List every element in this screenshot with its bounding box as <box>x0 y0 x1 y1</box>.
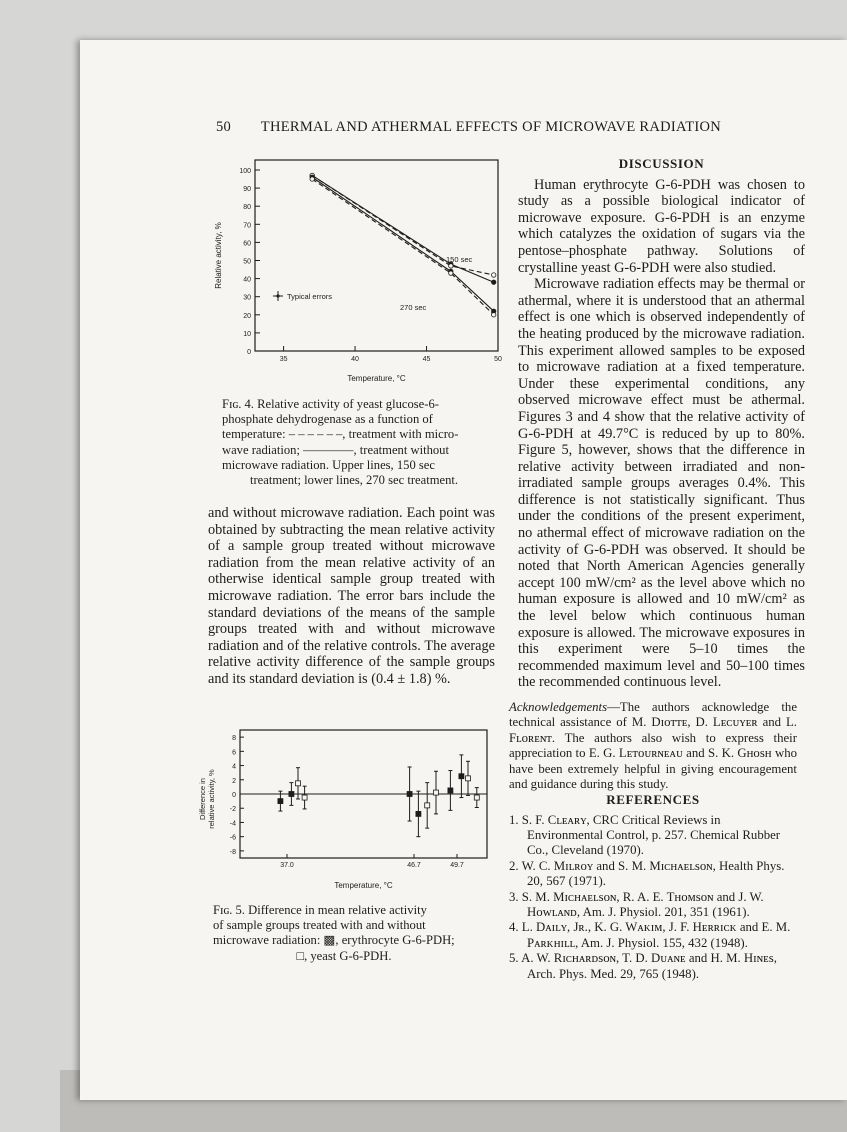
acknowledgements <box>509 700 797 792</box>
right-column-text <box>518 156 805 691</box>
y-tick-label: 2 <box>232 777 236 785</box>
series-line <box>312 175 494 282</box>
x-tick-label: 46.7 <box>407 862 421 869</box>
y-tick-label: 30 <box>243 294 251 302</box>
x-tick-label: 49.7 <box>450 862 464 869</box>
x-axis-label: Temperature, °C <box>347 374 406 383</box>
caption-line: wave radiation; ————, treatment without <box>222 442 449 457</box>
caption-line: treatment; lower lines, 270 sec treatment. <box>249 473 459 488</box>
data-point <box>492 273 496 277</box>
data-point <box>449 271 453 275</box>
reference-item: 3. S. M. Mɪᴄʜᴀᴇʟsᴏɴ, R. A. E. Tʜᴏᴍsᴏɴ and J. W. Hᴏᴡʟᴀɴᴅ, Am. J. Physiol. 201, 351 (1961). <box>509 889 764 920</box>
data-point <box>492 280 496 284</box>
x-tick-label: 35 <box>279 356 288 363</box>
acknowledgements-label: Acknowledgements <box>509 700 608 714</box>
left-column-text <box>208 505 495 688</box>
yeast-point <box>425 803 430 808</box>
data-point <box>310 177 314 181</box>
reference-item: 5. A. W. Rɪᴄʜᴀʀᴅsᴏɴ, T. D. Dᴜᴀɴᴇ and H. M. Hɪɴᴇs, Arch. Phys. Med. 29, 765 (1948). <box>509 951 777 981</box>
yeast-point <box>302 795 307 800</box>
erythrocyte-point <box>407 792 412 797</box>
yeast-point <box>434 790 439 795</box>
y-tick-label: 0 <box>232 792 236 799</box>
caption-line: microwave radiation: ▩, erythrocyte G-6-PDH; <box>213 933 455 948</box>
caption-line: phosphate dehydrogenase as a function of <box>222 412 433 427</box>
data-point <box>449 264 453 268</box>
caption-line: Fɪɢ. 4. Relative activity of yeast glucose-6- <box>222 397 439 411</box>
reference-item: 4. L. Dᴀɪʟʏ, Jʀ., K. G. Wᴀᴋɪᴍ, J. F. Hᴇʀʀɪᴄᴋ and E. M. Pᴀʀᴋʜɪʟʟ, Am. J. Physiol. 155, 432 (1948). <box>509 920 791 950</box>
y-axis-label: Difference in <box>198 778 207 820</box>
y-tick-label: 6 <box>232 749 236 757</box>
discussion-heading: DISCUSSION <box>618 156 705 171</box>
annotation-270-sec: 270 sec <box>400 303 427 312</box>
typical-errors-label: Typical errors <box>287 292 333 301</box>
y-tick-label: 4 <box>232 763 236 771</box>
yeast-point <box>466 776 471 781</box>
y-tick-label: 50 <box>243 258 251 266</box>
y-tick-label: 60 <box>243 240 251 248</box>
data-point <box>492 313 496 317</box>
acknowledgements-paragraph <box>509 700 797 792</box>
x-tick-label: 40 <box>351 356 359 363</box>
figure-4-caption <box>222 397 486 488</box>
figure-5-chart <box>195 720 495 900</box>
page-number: 50 <box>216 119 232 135</box>
y-tick-label: 10 <box>243 330 251 338</box>
figure-4-chart <box>200 150 500 390</box>
y-tick-label: 90 <box>243 186 251 194</box>
y-axis-label: Relative activity, % <box>214 222 223 289</box>
y-tick-label: 100 <box>239 168 251 175</box>
y-tick-label: 80 <box>243 204 251 212</box>
y-tick-label: -4 <box>229 820 236 828</box>
x-tick-label: 50 <box>494 356 502 363</box>
caption-line: Fɪɢ. 5. Difference in mean relative activity <box>213 903 427 917</box>
discussion-paragraph: Human erythrocyte G-6-PDH was chosen to study as a possible biological indicator of microwave exposure. G-6-PDH is an enzyme which catalyzes the oxidation of sugars via the pentose–phosphate pathway. Solutions of crystalline yeast G-6-PDH were also studied. <box>518 176 805 276</box>
references-heading: REFERENCES <box>606 792 700 807</box>
running-header <box>216 119 721 136</box>
y-tick-label: 20 <box>243 312 251 320</box>
references-section <box>509 792 797 982</box>
x-tick-label: 45 <box>422 356 431 363</box>
typical-error-point <box>276 294 279 297</box>
reference-item: 2. W. C. Mɪʟʀᴏʏ and S. M. Mɪᴄʜᴀᴇʟsᴏɴ, Health Phys. 20, 567 (1971). <box>509 858 785 889</box>
x-axis-label: Temperature, °C <box>334 881 393 890</box>
caption-line: of sample groups treated with and without <box>213 918 426 933</box>
y-tick-label: -2 <box>229 806 236 814</box>
body-paragraph: and without microwave radiation. Each point was obtained by subtracting the mean relative activity of a sample group treated without microwave radiation from the mean relative activity of an otherwise identical sample group treated with microwave radiation. The error bars include the standard deviations of the means of the sample groups treated with and without microwave radiation and of the relative controls. The average relative activity difference of the sample groups and its standard deviation is (0.4 ± 1.8) %. <box>208 505 495 687</box>
y-tick-label: 8 <box>232 735 236 743</box>
series-line <box>312 179 494 315</box>
y-tick-label: 70 <box>243 222 251 230</box>
erythrocyte-point <box>448 788 453 793</box>
erythrocyte-point <box>289 792 294 797</box>
references-list <box>509 813 797 982</box>
discussion-paragraph: Microwave radiation effects may be thermal or athermal, where it is understood that an athermal effect is one which is observed independently of the heating produced by the microwave radiation. This experiment allowed samples to be exposed to microwave radiation at a fixed temperature. Under these experimental conditions, any observed microwave effect must be athermal. Figures 3 and 4 show that the relative activity of G-6-PDH at 49.7°C is reduced by up to 80%. Figure 5, however, shows that the difference in relative activity between irradiated and non-irradiated sample groups averages 0.4%. This difference is not statistically significant. Thus under the conditions of the present experiment, no athermal effect of microwave radiation on the activity of G-6-PDH was observed. It should be noted that North American Agencies generally accept 100 mW/cm² as the level above which no human exposure is allowed and 10 mW/cm² as the level below which continuous human exposure is allowed. The microwave exposures in this experiment were 5–10 times the recommended maximum level and 50–100 times the recommended continuous level. <box>518 276 805 691</box>
acknowledgements-text: —The authors acknowledge the technical assistance of M. Dɪᴏᴛᴛᴇ, D. Lᴇᴄᴜʏᴇʀ and L. Fʟᴏʀᴇɴᴛ. The authors also wish to express their appreciation to E. G. Lᴇᴛᴏᴜʀɴᴇᴀᴜ and S. K. Gʜᴏsʜ who have been extremely helpful in giving encouragement and guidance during this study. <box>509 700 797 792</box>
y-tick-label: 0 <box>247 349 251 356</box>
caption-line: temperature: – – – – – –, treatment with micro- <box>222 427 459 442</box>
caption-line: microwave radiation. Upper lines, 150 sec <box>222 457 435 472</box>
journal-title: THERMAL AND ATHERMAL EFFECTS OF MICROWAVE RADIATION <box>260 119 722 135</box>
y-tick-label: -6 <box>229 834 236 842</box>
y-axis-label: relative activity, % <box>207 769 216 829</box>
annotation-150-sec: 150 sec <box>446 255 473 264</box>
yeast-point <box>296 781 301 786</box>
reference-item: 1. S. F. Cʟᴇᴀʀʏ, CRC Critical Reviews in Environmental Control, p. 257. Chemical Rubber Co., Cleveland (1970). <box>509 812 781 858</box>
caption-line: □, yeast G-6-PDH. <box>296 948 392 963</box>
yeast-point <box>474 795 479 800</box>
x-tick-label: 37.0 <box>280 862 294 869</box>
erythrocyte-point <box>416 811 421 816</box>
y-tick-label: -8 <box>229 848 236 856</box>
figure-5-caption <box>213 903 475 964</box>
erythrocyte-point <box>278 799 283 804</box>
y-tick-label: 40 <box>243 276 251 284</box>
erythrocyte-point <box>459 774 464 779</box>
